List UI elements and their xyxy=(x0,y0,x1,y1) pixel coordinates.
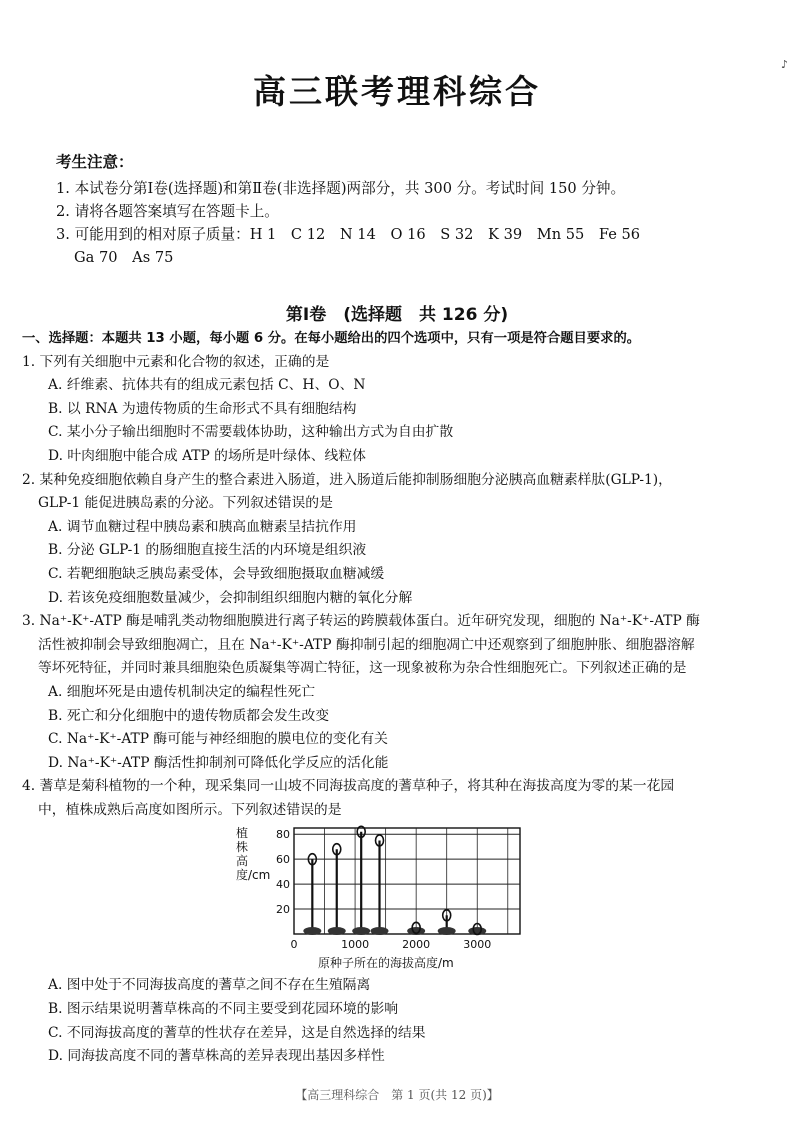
plant-base-leaves xyxy=(303,927,321,935)
chart-x-tick-label: 2000 xyxy=(402,938,431,952)
chart-y-tick-label: 60 xyxy=(276,853,290,867)
notice-line: 1. 本试卷分第Ⅰ卷(选择题)和第Ⅱ卷(非选择题)两部分，共 300 分。考试时间 150 分钟。 xyxy=(56,180,626,197)
chart-x-tick-label: 3000 xyxy=(463,938,492,952)
section-instruction: 一、选择题：本题共 13 小题，每小题 6 分。在每小题给出的四个选项中，只有一项是符合题目要求的。 xyxy=(22,331,641,346)
chart-x-tick-label: 0 xyxy=(290,938,298,952)
question-4-option-b: B. 图示结果说明蓍草株高的不同主要受到花园环境的影响 xyxy=(48,1001,399,1018)
question-2-option-d: D. 若该免疫细胞数量减少，会抑制组织细胞内糖的氧化分解 xyxy=(48,589,413,606)
question-1-option-d: D. 叶肉细胞中能合成 ATP 的场所是叶绿体、线粒体 xyxy=(48,447,366,464)
chart-y-tick-label: 40 xyxy=(276,878,290,892)
plant-base-leaves xyxy=(438,927,456,935)
question-2-stem: 2. 某种免疫细胞依赖自身产生的整合素进入肠道，进入肠道后能抑制肠细胞分泌胰高血糖素样肽(GLP-1)， xyxy=(22,471,672,488)
section-title: 第Ⅰ卷 (选择题 共 126 分) xyxy=(285,305,509,325)
notice-line: Ga 70 As 75 xyxy=(74,249,174,266)
question-3-option-d: D. Na⁺-K⁺-ATP 酶活性抑制剂可降低化学反应的活化能 xyxy=(48,754,389,771)
question-4-option-c: C. 不同海拔高度的蓍草的性状存在差异，这是自然选择的结果 xyxy=(48,1024,426,1041)
question-3-stem-cont: 活性被抑制会导致细胞凋亡，且在 Na⁺-K⁺-ATP 酶抑制引起的细胞凋亡中还观察到了细胞肿胀、细胞器溶解 xyxy=(38,636,695,653)
question-3-option-a: A. 细胞坏死是由遗传机制决定的编程性死亡 xyxy=(48,683,316,700)
page-footer: 【高三理科综合 第 1 页(共 12 页)】 xyxy=(295,1088,499,1102)
question-3-stem-cont: 等坏死特征，并同时兼具细胞染色质凝集等凋亡特征，这一现象被称为杂合性细胞死亡。下列叙述正确的是 xyxy=(38,660,687,677)
notice-line: 2. 请将各题答案填写在答题卡上。 xyxy=(56,203,279,220)
question-2-option-c: C. 若靶细胞缺乏胰岛素受体，会导致细胞摄取血糖减缓 xyxy=(48,565,385,582)
chart-y-tick-label: 20 xyxy=(276,903,290,917)
question-1-option-c: C. 某小分子输出细胞时不需要载体协助，这种输出方式为自由扩散 xyxy=(48,424,454,441)
plant-base-leaves xyxy=(352,927,370,935)
question-2-option-a: A. 调节血糖过程中胰岛素和胰高血糖素呈拮抗作用 xyxy=(48,518,357,535)
corner-mark: ♪ xyxy=(780,58,788,71)
chart-y-tick-label: 80 xyxy=(276,828,290,842)
question-4-stem: 4. 蓍草是菊科植物的一个种，现采集同一山坡不同海拔高度的蓍草种子，将其种在海拔高度为零的某一花园 xyxy=(22,778,675,795)
question-2-option-b: B. 分泌 GLP-1 的肠细胞直接生活的内环境是组织液 xyxy=(48,542,367,559)
page-title: 高三联考理科综合 xyxy=(253,72,541,111)
question-3-stem: 3. Na⁺-K⁺-ATP 酶是哺乳类动物细胞膜进行离子转运的跨膜载体蛋白。近年研究发现，细胞的 Na⁺-K⁺-ATP 酶 xyxy=(22,613,700,630)
chart-y-label: 植株高度/cm xyxy=(236,826,271,883)
chart-svg xyxy=(222,822,522,952)
chart-x-label: 原种子所在的海拔高度/m xyxy=(318,956,454,971)
question-1-stem: 1. 下列有关细胞中元素和化合物的叙述，正确的是 xyxy=(22,353,330,370)
question-body xyxy=(22,327,774,1069)
question-1-option-b: B. 以 RNA 为遗传物质的生命形式不具有细胞结构 xyxy=(48,400,357,417)
plant-base-leaves xyxy=(328,927,346,935)
question-3-option-b: B. 死亡和分化细胞中的遗传物质都会发生改变 xyxy=(48,707,330,724)
question-3-option-c: C. Na⁺-K⁺-ATP 酶可能与神经细胞的膜电位的变化有关 xyxy=(48,731,388,748)
question-1-option-a: A. 纤维素、抗体共有的组成元素包括 C、H、O、N xyxy=(48,377,366,394)
plant-height-chart xyxy=(222,822,522,974)
plant-base-leaves xyxy=(371,927,389,935)
chart-x-tick-label: 1000 xyxy=(341,938,370,952)
notice-heading: 考生注意： xyxy=(56,152,134,171)
notice-line: 3. 可能用到的相对原子质量：H 1 C 12 N 14 O 16 S 32 K 39 Mn 55 Fe 56 xyxy=(56,226,641,243)
chart-frame xyxy=(294,828,520,934)
question-2-stem-cont: GLP-1 能促进胰岛素的分泌。下列叙述错误的是 xyxy=(38,495,333,512)
question-4-option-a: A. 图中处于不同海拔高度的蓍草之间不存在生殖隔离 xyxy=(48,977,371,994)
question-4-option-d: D. 同海拔高度不同的蓍草株高的差异表现出基因多样性 xyxy=(48,1048,385,1065)
candidate-notice xyxy=(56,150,776,269)
question-4-stem-cont: 中，植株成熟后高度如图所示。下列叙述错误的是 xyxy=(38,801,342,818)
